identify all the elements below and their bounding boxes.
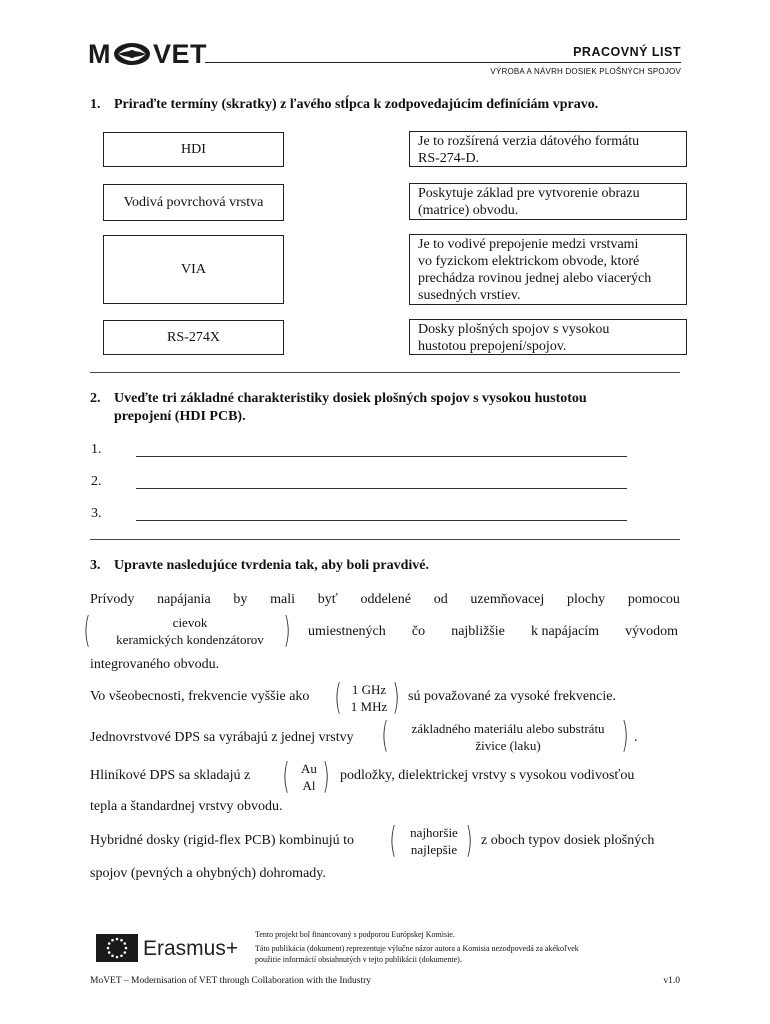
section-divider	[90, 372, 680, 373]
disclaimer-note: Táto publikácia (dokument) reprezentuje výlučne názor autora a Komisia nezodpovedá za akékoľvek	[255, 944, 579, 953]
q2-title-line2: prepojení (HDI PCB).	[114, 409, 246, 424]
definition-box[interactable]: Dosky plošných spojov s vysokou hustotou prepojení/spojov.	[409, 319, 687, 355]
choice-group-2[interactable]: 1 GHz 1 MHz	[350, 682, 388, 714]
statement-4-end: tepla a štandardnej vrstvy obvodu.	[90, 799, 283, 814]
statement-1-line3: integrovaného obvodu.	[90, 657, 220, 672]
answer-label: 3.	[91, 506, 102, 521]
definition-box[interactable]: Je to rozšírená verzia dátového formátu RS-274-D.	[409, 131, 687, 167]
statement-3-before: Jednovrstvové DPS sa vyrábajú z jednej vrstvy	[90, 730, 354, 745]
erasmus-logo: Erasmus+	[143, 937, 239, 960]
doc-type: PRACOVNÝ LIST	[573, 45, 681, 59]
statement-5-after: z oboch typov dosiek plošných	[481, 833, 655, 848]
movet-logo	[88, 40, 207, 68]
statement-1-line1: Prívody napájania by mali byť oddelené od uzemňovacej plochy pomocou	[90, 592, 680, 607]
paren-close: )	[322, 756, 330, 797]
definition-box[interactable]: Je to vodivé prepojenie medzi vrstvami vo fyzickom elektrickom obvode, ktoré prechádza rovinou jednej alebo viacerých susedných vrstiev.	[409, 234, 687, 305]
answer-line-1[interactable]	[136, 456, 627, 457]
definition-box[interactable]: Poskytuje základ pre vytvorenie obrazu (matrice) obvodu.	[409, 183, 687, 220]
statement-2-before: Vo všeobecnosti, frekvencie vyššie ako	[90, 689, 310, 704]
statement-2-after: sú považované za vysoké frekvencie.	[408, 689, 616, 704]
statement-3-after: .	[634, 730, 638, 745]
funding-note: Tento projekt bol financovaný s podporou Európskej Komisie.	[255, 930, 455, 939]
paren-close: )	[621, 715, 629, 756]
paren-close: )	[465, 820, 473, 861]
statement-4-after: podložky, dielektrickej vrstvy s vysokou vodivosťou	[340, 768, 635, 783]
q1-title: 1. Priraďte termíny (skratky) z ľavého stĺpca k zodpovedajúcim definíciám vpravo.	[90, 97, 599, 112]
paren-open: (	[389, 820, 397, 861]
statement-4-before: Hliníkové DPS sa skladajú z	[90, 768, 251, 783]
paren-open: (	[381, 715, 389, 756]
term-box[interactable]: RS-274X	[103, 320, 284, 355]
footer-project-name: MoVET – Modernisation of VET through Collaboration with the Industry	[90, 976, 372, 986]
footer-version: v1.0	[663, 976, 680, 986]
answer-label: 1.	[91, 442, 102, 457]
paren-open: (	[282, 756, 290, 797]
choice-group-5[interactable]: najhoršie najlepšie	[410, 825, 458, 857]
section-divider	[90, 539, 680, 540]
logo-letter-m: M	[88, 38, 111, 69]
paren-open: (	[83, 610, 91, 651]
answer-label: 2.	[91, 474, 102, 489]
term-box[interactable]: VIA	[103, 235, 284, 304]
answer-line-3[interactable]	[136, 520, 627, 521]
answer-line-2[interactable]	[136, 488, 627, 489]
eu-flag-icon	[96, 934, 138, 962]
choice-group-3[interactable]: základného materiálu alebo substrátu živice (laku)	[411, 721, 605, 753]
choice-group-1[interactable]: cievok keramických kondenzátorov	[116, 615, 264, 647]
term-box[interactable]: HDI	[103, 132, 284, 167]
paren-close: )	[283, 610, 291, 651]
paren-close: )	[392, 677, 400, 718]
q3-title: 3. Upravte nasledujúce tvrdenia tak, aby boli pravdivé.	[90, 558, 430, 573]
statement-1-line2: umiestnených čo najbližšie k napájacím vývodom	[308, 624, 678, 639]
choice-group-4[interactable]: Au Al	[301, 761, 317, 793]
term-box[interactable]: Vodivá povrchová vrstva	[103, 184, 284, 221]
doc-subtitle: VÝROBA A NÁVRH DOSIEK PLOŠNÝCH SPOJOV	[490, 67, 681, 76]
q2-title: 2. Uveďte tri základné charakteristiky dosiek plošných spojov s vysokou hustotou	[90, 391, 587, 406]
logo-letters-vet: VET	[153, 38, 208, 69]
header-rule	[205, 62, 681, 63]
statement-5-end: spojov (pevných a ohybných) dohromady.	[90, 866, 326, 881]
logo-gear-icon	[112, 42, 152, 66]
disclaimer-note: použitie informácií obsiahnutých v tejto publikácii (dokumente).	[255, 955, 462, 964]
paren-open: (	[334, 677, 342, 718]
statement-5-before: Hybridné dosky (rigid-flex PCB) kombinujú to	[90, 833, 355, 848]
